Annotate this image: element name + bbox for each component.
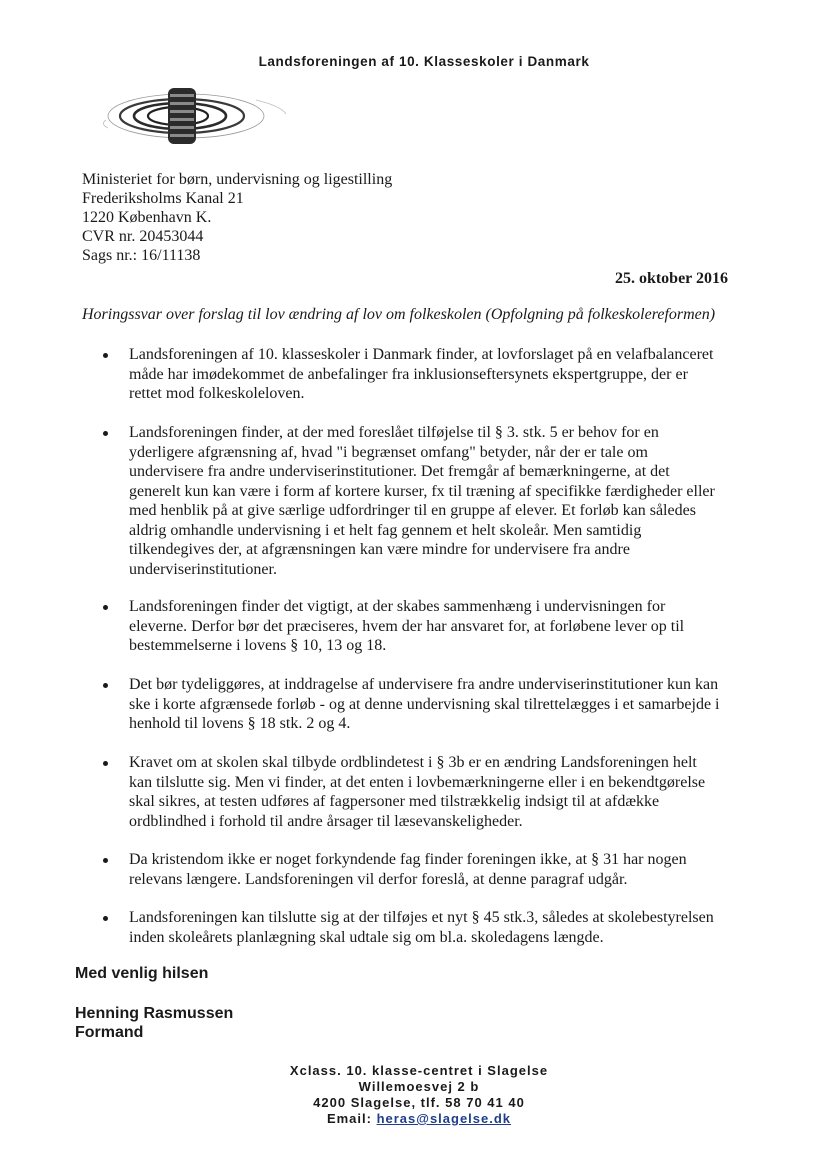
bullet-text: [129, 345, 749, 404]
recipient-line: CVR nr. 20453044: [82, 228, 204, 245]
bullet-text: [129, 850, 749, 889]
signer-name: Henning Rasmussen: [75, 1005, 234, 1022]
bullet-line: Landsforeningen af 10. klasseskoler i Danmark finder, at lovforslaget på en velafbalanceret: [129, 346, 714, 363]
signer-title: Formand: [75, 1024, 144, 1041]
bullet-line: Landsforeningen finder, at der med foreslået tilføjelse til § 3. stk. 5 er behov for en: [129, 424, 659, 441]
footer-line: Xclass. 10. klasse-centret i Slagelse: [289, 1063, 549, 1078]
bullet-line: tilkendegives der, at afgrænsningen kan være mindre for undervisere fra andre: [129, 541, 630, 558]
letter-date: 25. oktober 2016: [614, 270, 728, 287]
bullet-line: Da kristendom ikke er noget forkyndende fag finder foreningen ikke, at § 31 har nogen: [129, 851, 687, 868]
recipient-address: [82, 170, 392, 265]
bullet-dot-icon: [103, 353, 108, 358]
bullet-line: eleverne. Derfor bør det præciseres, hvem der har ansvaret for, at forløbene lever op til: [129, 617, 685, 635]
bullet-line: Landsforeningen finder det vigtigt, at der skabes sammenhæng i undervisningen for: [129, 598, 666, 615]
bullet-line: generelt kun kan være i form af kortere kurser, fx til træning af specifikke færdigheder eller: [129, 482, 715, 500]
bullet-line: kan tilslutte sig. Men vi finder, at det enten i lovbemærkningerne eller i en bekendtgørelse: [129, 773, 706, 791]
bullet-text: [129, 908, 749, 947]
organization-header: Landsforeningen af 10. Klasseskoler i Danmark: [258, 54, 590, 69]
bullet-line: ske i korte afgrænsede forløb - og at denne undervisning skal tilrettelægges i et samarbejde i: [129, 695, 720, 713]
bullet-text: [129, 597, 749, 656]
footer-email-row: [10, 1111, 828, 1127]
bullet-dot-icon: [103, 858, 108, 863]
bullet-dot-icon: [103, 683, 108, 688]
closing-greeting: Med venlig hilsen: [75, 965, 209, 982]
letter-subject: Horingssvar over forslag til lov ændring af lov om folkeskolen (Opfolgning på folkeskolereformen): [82, 306, 716, 323]
bullet-line: henhold til lovens § 18 stk. 2 og 4.: [129, 715, 351, 732]
bullet-text: [129, 675, 749, 734]
bullet-text: [129, 753, 749, 831]
email-link[interactable]: heras@slagelse.dk: [376, 1111, 512, 1126]
bullet-line: bestemmelserne i lovens § 10, 13 og 18.: [129, 637, 387, 654]
bullet-line: ordblindhed i forhold til andre årsager til læsevanskeligheder.: [129, 812, 523, 830]
bullet-line: skal sikres, at testen udføres af fagpersoner med tilstrækkelig indsigt til at afdække: [129, 793, 660, 810]
bullet-line: relevans længere. Landsforeningen vil derfor foreslå, at denne paragraf udgår.: [129, 870, 628, 888]
bullet-dot-icon: [103, 605, 108, 610]
footer-line: 4200 Slagelse, tlf. 58 70 41 40: [313, 1095, 525, 1110]
bullet-line: undervisere fra andre underviserinstitutioner. Det fremgår af bemærkningerne, at det: [129, 463, 670, 480]
bullet-line: yderligere afgrænsning af, hvad "i begrænset omfang" betyder, når der er tale om: [129, 443, 648, 461]
bullet-line: med henblik på at give særlige udfordringer til en gruppe af elever. Et forløb kan således: [129, 502, 696, 519]
orbit-rings-logo-icon: [96, 80, 296, 150]
footer-contact: [0, 1063, 828, 1127]
bullet-line: inden skoleårets planlægning skal udtale sig om bl.a. skoledagens længde.: [129, 928, 604, 946]
bullet-dot-icon: [103, 431, 108, 436]
bullet-line: aldrig omhandle undervisning i et helt fag gennem et helt skoleår. Men samtidig: [129, 521, 642, 539]
bullet-line: Kravet om at skolen skal tilbyde ordblindetest i § 3b er en ændring Landsforeningen helt: [129, 754, 697, 771]
bullet-line: rettet mod folkeskoleloven.: [129, 385, 305, 402]
bullet-dot-icon: [103, 761, 108, 766]
recipient-line: 1220 København K.: [82, 209, 212, 226]
email-label: Email:: [326, 1111, 372, 1126]
recipient-line: Frederiksholms Kanal 21: [82, 190, 244, 207]
bullet-text: [129, 423, 749, 579]
footer-line: Willemoesvej 2 b: [358, 1079, 480, 1094]
recipient-line: Sags nr.: 16/11138: [82, 247, 201, 264]
bullet-dot-icon: [103, 916, 108, 921]
bullet-line: underviserinstitutioner.: [129, 560, 277, 578]
bullet-line: Det bør tydeliggøres, at inddragelse af undervisere fra andre underviserinstitutioner kun kan: [129, 676, 719, 693]
bullet-line: Landsforeningen kan tilslutte sig at der tilføjes et nyt § 45 stk.3, således at skolebestyrelsen: [129, 909, 714, 926]
recipient-line: Ministeriet for børn, undervisning og ligestilling: [82, 171, 393, 188]
bullet-line: måde har imødekommet de anbefalinger fra inklusionseftersynets ekspertgruppe, der er: [129, 365, 688, 383]
